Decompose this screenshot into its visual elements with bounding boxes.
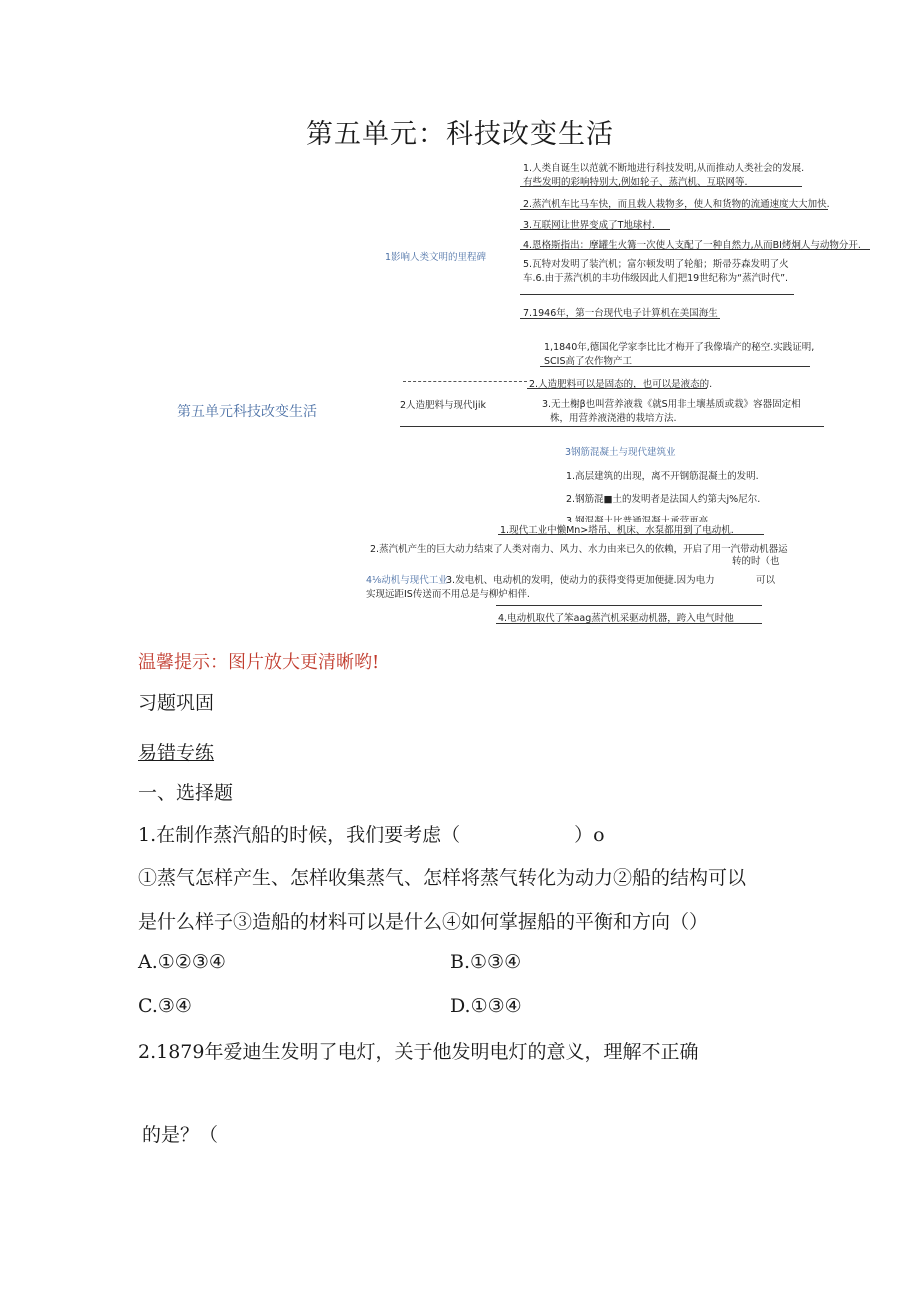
mindmap-item: 1,1840年,德国化学家李比比才梅开了我像墙产的秘空.实践证明, bbox=[544, 342, 815, 353]
section-heading: 易错专练 bbox=[138, 742, 215, 764]
question-stem: 的是？（ bbox=[142, 1124, 219, 1146]
mindmap-item: 实现远距IS传送而不用总是与柳炉相伴. bbox=[366, 589, 530, 600]
mindmap-item: 车.6.由于蒸汽机的丰功伟级因此人们把19世纪称为“蒸汽时代”. bbox=[523, 273, 789, 284]
option-d: D.①③④ bbox=[450, 995, 522, 1017]
mindmap-item: 2.蒸汽机车比马车快，而且载人栽物多，使人和货物的流通速度大大加快. bbox=[523, 199, 830, 210]
mindmap-item: 3.无土榭β也叫营养液栽《就S用非土壤基质或栽》容器固定相 bbox=[542, 399, 801, 410]
question-stem: 2.1879年爱迪生发明了电灯，关于他发明电灯的意义，理解不正确 bbox=[138, 1041, 699, 1063]
mindmap-item: 有些发明的彩响特别大,例如轮子、蒸汽机、互联网等. bbox=[523, 177, 748, 188]
mindmap-item: 7.1946年，第一台现代电子计算机在美国海生 bbox=[523, 308, 718, 319]
mindmap-item: 株，用营养液浇港的栽培方法. bbox=[550, 413, 677, 424]
mindmap-branch-3: 3钢筋混凝土与现代建筑业 bbox=[565, 447, 676, 458]
option-b: B.①③④ bbox=[450, 951, 522, 973]
mindmap-item: 2.蒸汽机产生的巨大动力结束了人类对南力、风力、水力由来已久的依赖，开启了用一汽带动机器运 bbox=[370, 544, 788, 555]
mindmap-branch-4: 4⅛动机与现代工业 bbox=[366, 575, 448, 586]
mindmap-item: 1.人类自诞生以范就不断地进行科技发明,从而推动人类社会的发展. bbox=[523, 163, 805, 174]
mindmap-item: 2.钢筋混■土的发明者是法国人约第夫j%尼尔. bbox=[566, 494, 761, 505]
mindmap-item: 4.电动机取代了笨aag蒸汽机采驱动机器，跨入电气时他 bbox=[498, 613, 734, 624]
mindmap-item: 3.发电机、电动机的发明，使动力的获得变得更加便捷.因为电力 bbox=[446, 575, 715, 586]
mindmap-item: 2.人造肥料可以是固态的，也可以是液态的. bbox=[529, 379, 713, 390]
question-stem: 1.在制作蒸汽船的时候，我们要考虑（ ）o bbox=[138, 824, 605, 846]
section-heading: 习题巩固 bbox=[138, 692, 215, 714]
mindmap-branch-1: 1影响人类文明的里程碑 bbox=[385, 252, 487, 263]
mindmap-item: 转的时（也 bbox=[732, 556, 780, 567]
enlarge-hint: 温馨提示：图片放大更清晰哟! bbox=[138, 652, 380, 673]
part-heading: 一、选择题 bbox=[138, 782, 234, 804]
mindmap-item: 5.瓦特对发明了装汽机；富尔顿发明了轮船；斯帚芬森发明了火 bbox=[523, 259, 789, 270]
mindmap-item: 4.恩格斯指出：摩罐生火篝一次使人支配了一种自然力,从而BI烤炯人与动物分开. bbox=[523, 240, 861, 251]
mindmap-item: SCIS高了农作物产工 bbox=[544, 356, 632, 367]
option-c: C.③④ bbox=[138, 995, 192, 1017]
question-text: 是什么样子③造船的材料可以是什么④如何掌握船的平衡和方向（） bbox=[138, 911, 709, 933]
mindmap-item: 可以 bbox=[756, 575, 776, 586]
mindmap-item: 3.互联网让世界变成了T地球村. bbox=[523, 220, 655, 231]
mindmap-item: 1.高层建筑的出现，离不开钢筋混凝土的发明. bbox=[566, 471, 759, 482]
page-title: 第五单元：科技改变生活 bbox=[306, 119, 614, 150]
mindmap-root: 第五单元科技改变生活 bbox=[177, 404, 317, 420]
mindmap-branch-2: 2人造肥料与现代ljik bbox=[400, 400, 486, 411]
question-text: ①蒸气怎样产生、怎样收集蒸气、怎样将蒸气转化为动力②船的结构可以 bbox=[138, 867, 747, 889]
option-a: A.①②③④ bbox=[138, 951, 226, 973]
mindmap-item: 1.现代工业中懒Mn>塔吊、机床、水泵都用到了电动机. bbox=[500, 522, 734, 536]
